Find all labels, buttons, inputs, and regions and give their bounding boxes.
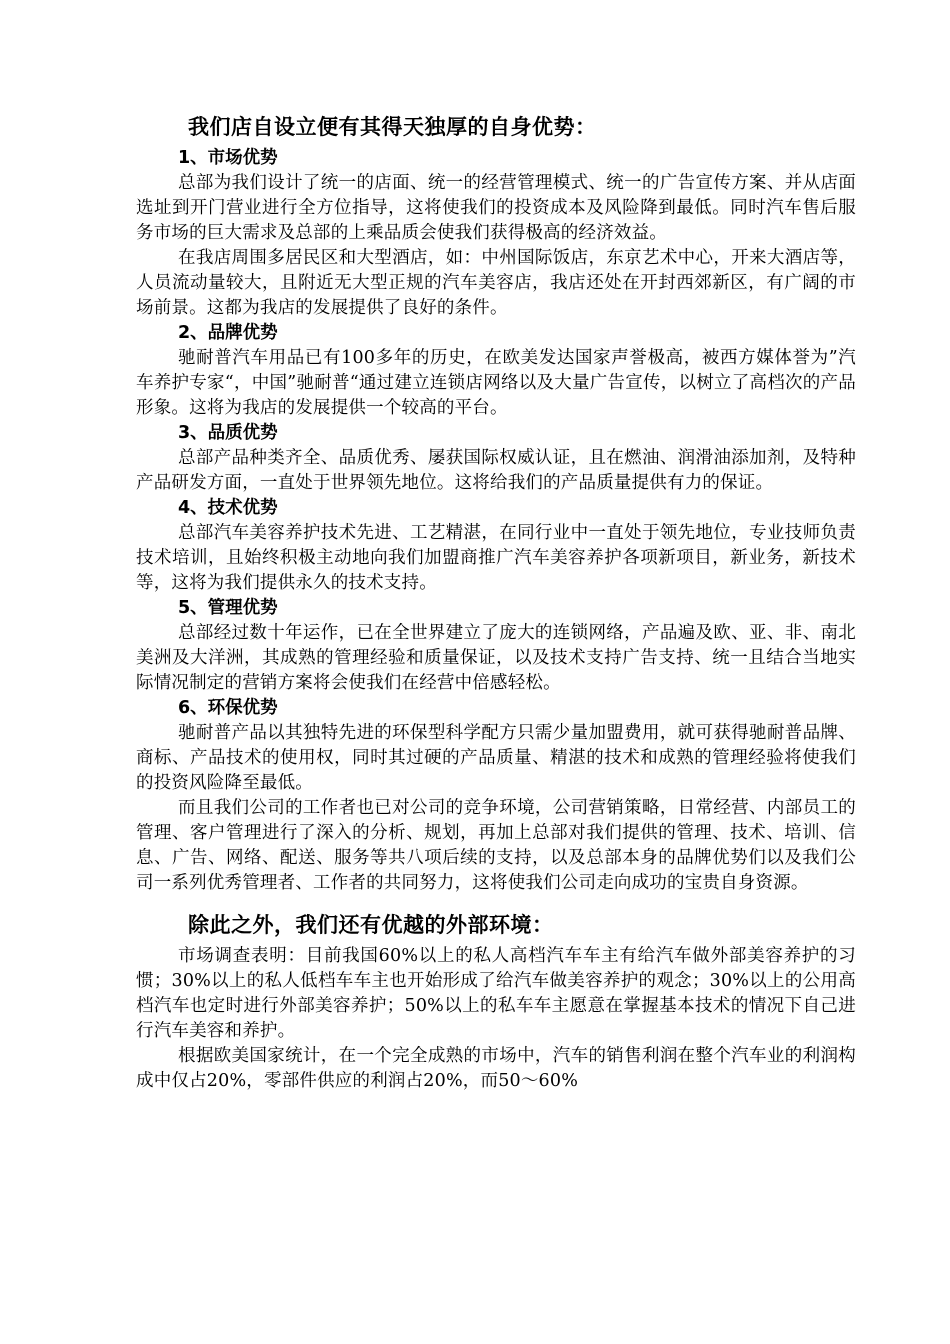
subheading-environmental: 6、环保优势 (178, 698, 278, 718)
section-heading-external-environment: 除此之外，我们还有优越的外部环境： (188, 913, 554, 937)
subheading-management: 5、管理优势 (178, 598, 278, 618)
paragraph: 驰耐普汽车用品已有100多年的历史，在欧美发达国家声誉极高，被西方媒体誉为”汽车养护专家“，中国”驰耐普“通过建立连锁店网络以及大量广告宣传，以树立了高档次的产品形象。这将为我店的发展提供一个较高的平台。 (136, 348, 856, 418)
section-heading-advantages: 我们店自设立便有其得天独厚的自身优势： (188, 115, 597, 139)
paragraph: 驰耐普产品以其独特先进的环保型科学配方只需少量加盟费用，就可获得驰耐普品牌、商标、产品技术的使用权，同时其过硬的产品质量、精湛的技术和成熟的管理经验将使我们的投资风险降至最低。 (136, 723, 856, 793)
paragraph: 总部汽车美容养护技术先进、工艺精湛，在同行业中一直处于领先地位，专业技师负责技术培训，且始终积极主动地向我们加盟商推广汽车美容养护各项新项目，新业务，新技术等，这将为我们提供永久的技术支持。 (136, 523, 856, 593)
paragraph: 总部为我们设计了统一的店面、统一的经营管理模式、统一的广告宣传方案、并从店面选址到开门营业进行全方位指导，这将使我们的投资成本及风险降到最低。同时汽车售后服务市场的巨大需求及总部的上乘品质会使我们获得极高的经济效益。 (136, 173, 856, 243)
subheading-brand: 2、品牌优势 (178, 323, 278, 343)
subheading-quality: 3、品质优势 (178, 423, 278, 443)
paragraph: 在我店周围多居民区和大型酒店，如：中州国际饭店，东京艺术中心，开来大酒店等，人员流动量较大，且附近无大型正规的汽车美容店，我店还处在开封西郊新区，有广阔的市场前景。这都为我店的发展提供了良好的条件。 (136, 248, 856, 318)
subheading-technology: 4、技术优势 (178, 498, 278, 518)
paragraph: 而且我们公司的工作者也已对公司的竞争环境，公司营销策略，日常经营、内部员工的管理、客户管理进行了深入的分析、规划，再加上总部对我们提供的管理、技术、培训、信息、广告、网络、配送、服务等共八项后续的支持，以及总部本身的品牌优势们以及我们公司一系列优秀管理者、工作者的共同努力，这将使我们公司走向成功的宝贵自身资源。 (136, 798, 856, 893)
paragraph: 总部经过数十年运作，已在全世界建立了庞大的连锁网络，产品遍及欧、亚、非、南北美洲及大洋洲，其成熟的管理经验和质量保证，以及技术支持广告支持、统一且结合当地实际情况制定的营销方案将会使我们在经营中倍感轻松。 (136, 623, 856, 693)
paragraph: 根据欧美国家统计，在一个完全成熟的市场中，汽车的销售利润在整个汽车业的利润构成中仅占20%，零部件供应的利润占20%，而50～60% (136, 1046, 856, 1091)
subheading-market: 1、市场优势 (178, 148, 278, 168)
paragraph: 总部产品种类齐全、品质优秀、屡获国际权威认证，且在燃油、润滑油添加剂，及特种产品研发方面，一直处于世界领先地位。这将给我们的产品质量提供有力的保证。 (136, 448, 856, 493)
document-page (136, 104, 856, 1094)
paragraph: 市场调查表明：目前我国60%以上的私人高档汽车车主有给汽车做外部美容养护的习惯；30%以上的私人低档车车主也开始形成了给汽车做美容养护的观念；30%以上的公用高档汽车也定时进行外部美容养护；50%以上的私车车主愿意在掌握基本技术的情况下自己进行汽车美容和养护。 (136, 946, 856, 1041)
